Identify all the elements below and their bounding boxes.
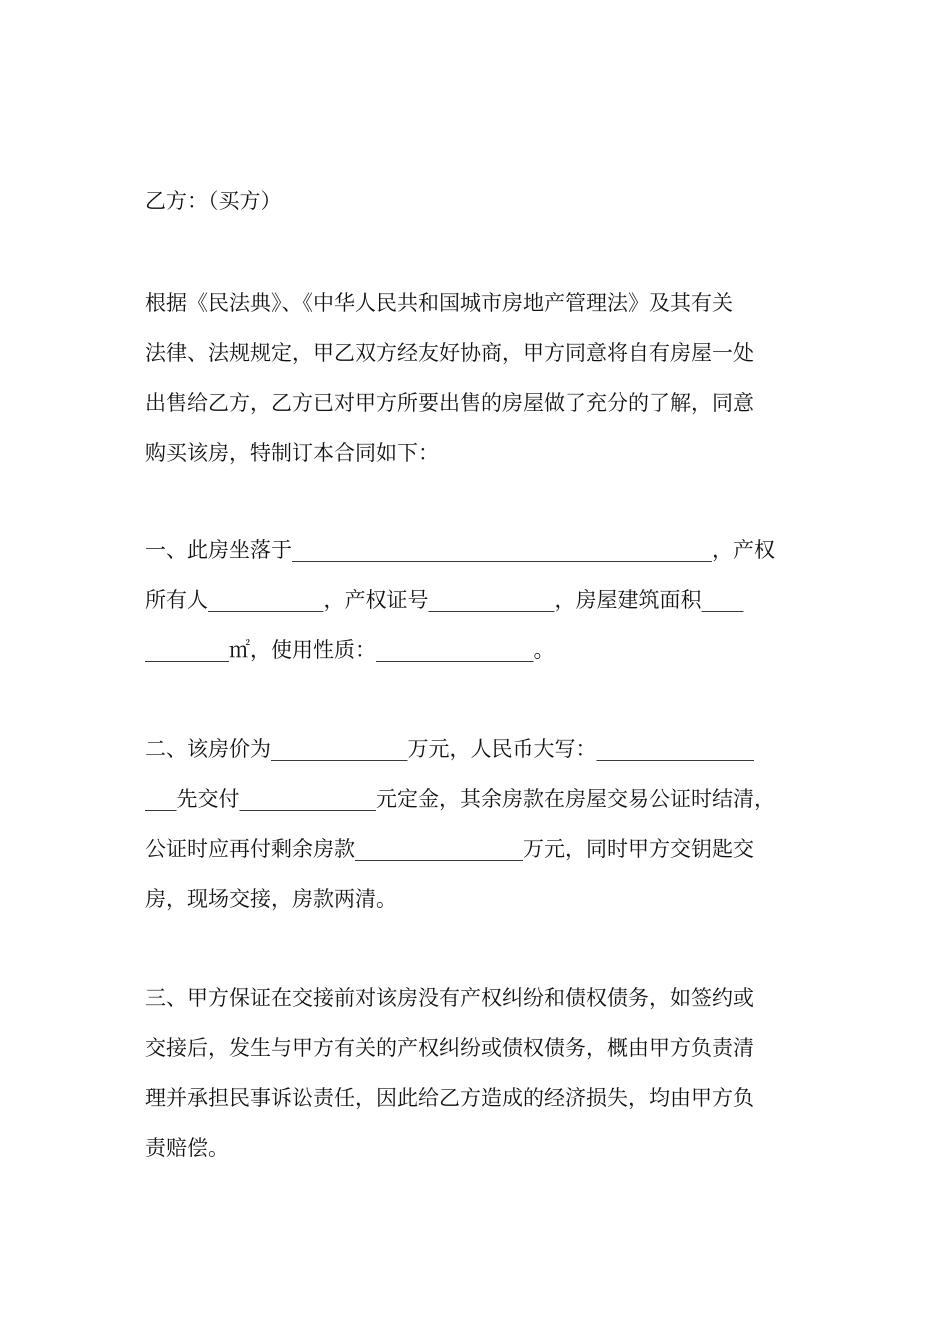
text-line: 房，现场交接，房款两清。 [145, 887, 397, 911]
text-line: 出售给乙方，乙方已对甲方所要出售的房屋做了充分的了解，同意 [145, 391, 754, 415]
text-line: 所有人___________，产权证号____________，房屋建筑面积____ [145, 588, 744, 612]
text-line: 乙方：（买方） [145, 189, 282, 213]
clause-1-paragraph [145, 533, 810, 683]
text-line: 法律、法规规定，甲乙双方经友好协商，甲方同意将自有房屋一处 [145, 341, 754, 365]
text-line: 二、该房价为_____________万元，人民币大写：_______________ [145, 737, 754, 761]
text-line: 根据《民法典》、《中华人民共和国城市房地产管理法》及其有关 [145, 291, 733, 315]
clause-3-paragraph [145, 981, 810, 1181]
text-line: 三、甲方保证在交接前对该房没有产权纠纷和债权债务，如签约或 [145, 986, 754, 1010]
text-line: ___先交付_____________元定金，其余房款在房屋交易公证时结清， [145, 787, 775, 811]
text-line: 理并承担民事诉讼责任，因此给乙方造成的经济损失，均由甲方负 [145, 1086, 754, 1110]
clause-2-paragraph [145, 732, 810, 932]
preamble-paragraph [145, 286, 810, 486]
text-line: 责赔偿。 [145, 1136, 229, 1160]
text-line: 公证时应再付剩余房款________________万元，同时甲方交钥匙交 [145, 837, 754, 861]
text-line: 购买该房，特制订本合同如下： [145, 441, 439, 465]
text-line: 一、此房坐落于________________________________________，产权 [145, 538, 775, 562]
party-b-line [145, 184, 810, 234]
text-line: ________㎡，使用性质：_______________。 [145, 638, 555, 662]
text-line: 交接后，发生与甲方有关的产权纠纷或债权债务，概由甲方负责清 [145, 1036, 754, 1060]
